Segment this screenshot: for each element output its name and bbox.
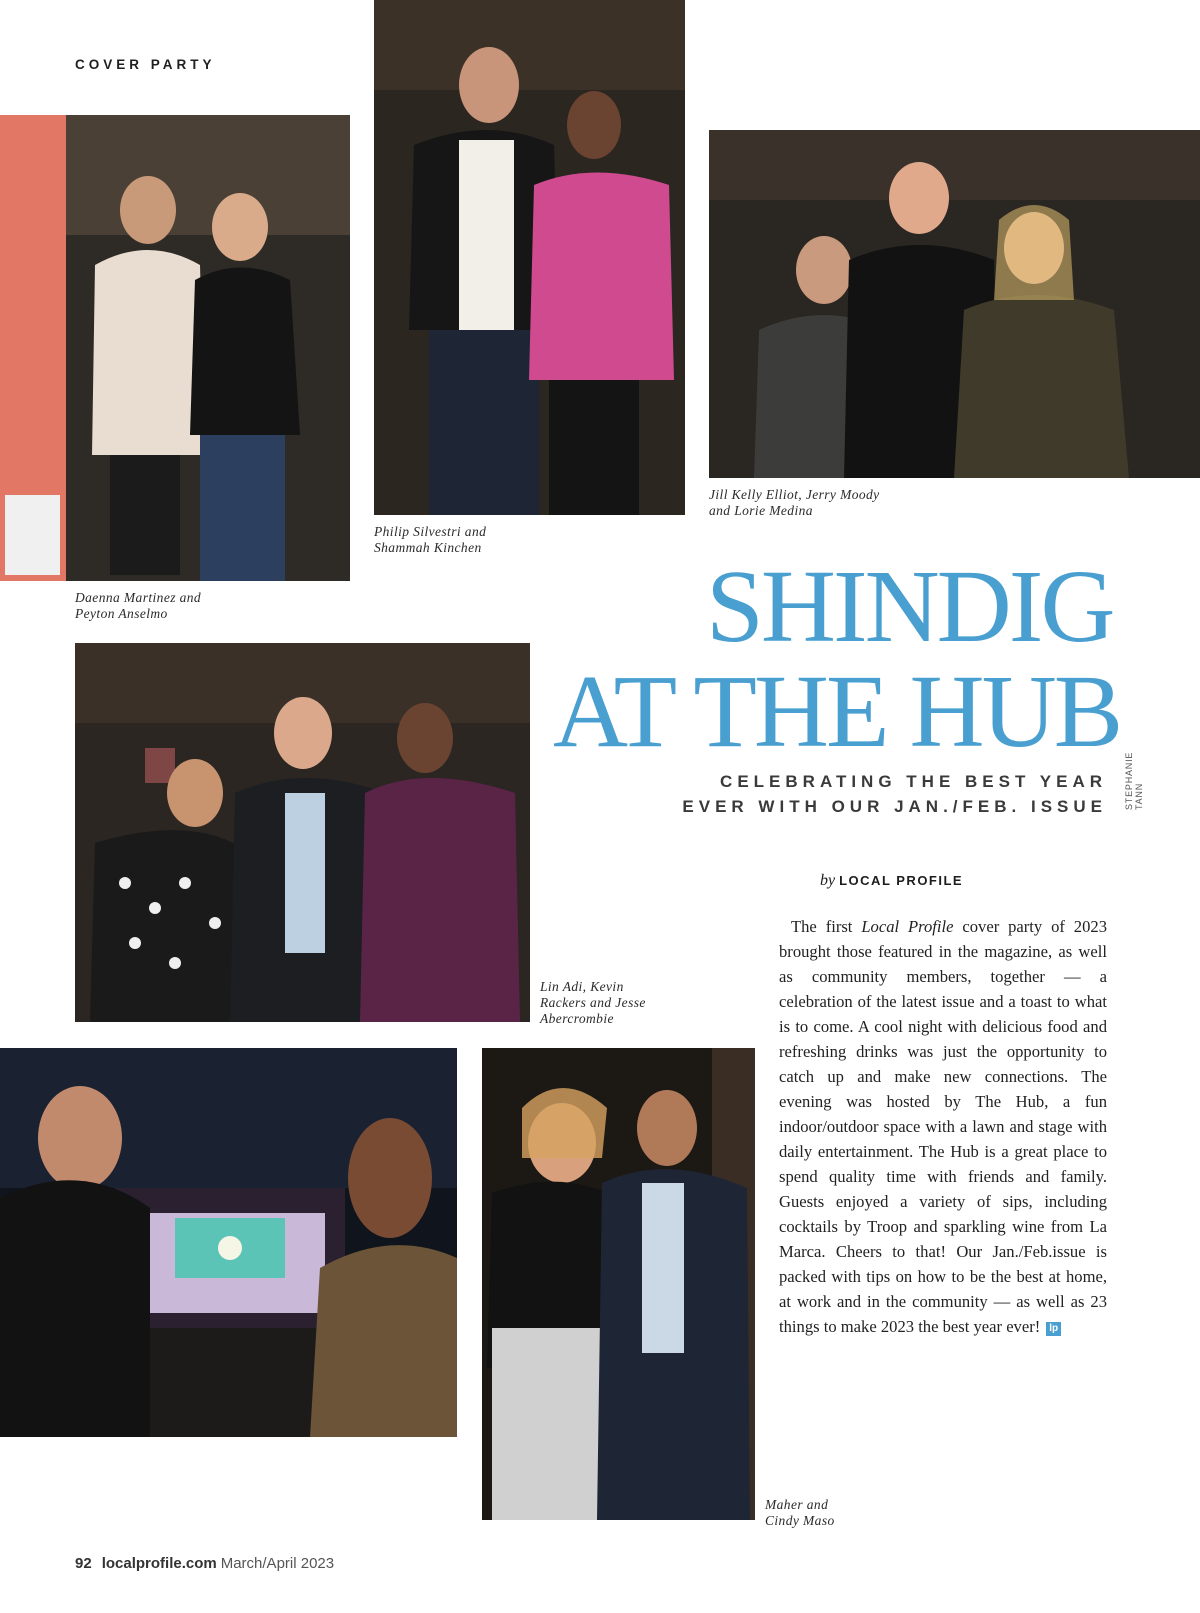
byline: by LOCAL PROFILE xyxy=(820,872,964,889)
photo-hub-stage xyxy=(0,1048,457,1437)
caption-photo2: Philip Silvestri and Shammah Kinchen xyxy=(374,524,487,555)
caption-photo4: Lin Adi, Kevin Rackers and Jesse Abercrombie xyxy=(540,979,646,1026)
caption-photo6: Maher and Cindy Maso xyxy=(765,1497,835,1528)
end-mark-logo: lp xyxy=(1046,1322,1061,1336)
photo-adi-rackers-abercrombie xyxy=(75,643,530,1022)
footer-site: localprofile.com xyxy=(101,1555,217,1572)
page-number: 92 xyxy=(75,1555,92,1572)
subhead: CELEBRATING THE BEST YEAR EVER WITH OUR JAN./FEB. ISSUE xyxy=(682,772,1107,816)
photo-silvestri-kinchen xyxy=(374,0,685,515)
footer-issue: March/April 2023 xyxy=(220,1555,335,1572)
page-footer xyxy=(75,1555,334,1572)
article-body: The first Local Profile cover party of 2023 brought those featured in the magazine, as well as community members, together — a celebration of the latest issue and a toast to what is to come. A cool night with delicious food and refreshing drinks was just the opportunity to catch up and make new connections. The evening was hosted by The Hub, a fun indoor/outdoor space with a lawn and stage with daily entertainment. The Hub is a great place to spend quality time with friends and family. Guests enjoyed a variety of sips, including cocktails by Troop and sparkling wine from La Marca. Cheers to that! Our Jan./Feb.issue is packed with tips on how to be the best at home, at work and in the community — as well as 23 things to make 2023 the best year ever! lp xyxy=(779,917,1107,1336)
photo-martinez-anselmo xyxy=(0,115,350,581)
photo-credit: STEPHANIE TANN xyxy=(1124,751,1144,810)
photo-maso-couple xyxy=(482,1048,755,1520)
caption-photo1: Daenna Martinez and Peyton Anselmo xyxy=(75,590,202,621)
caption-photo3: Jill Kelly Elliot, Jerry Moody and Lorie Medina xyxy=(709,487,880,518)
photo-elliot-moody-medina xyxy=(709,130,1200,478)
section-label: COVER PARTY xyxy=(75,57,216,72)
headline-line1: SHINDIG xyxy=(706,549,1113,664)
headline-line2: AT THE HUB xyxy=(553,654,1121,769)
